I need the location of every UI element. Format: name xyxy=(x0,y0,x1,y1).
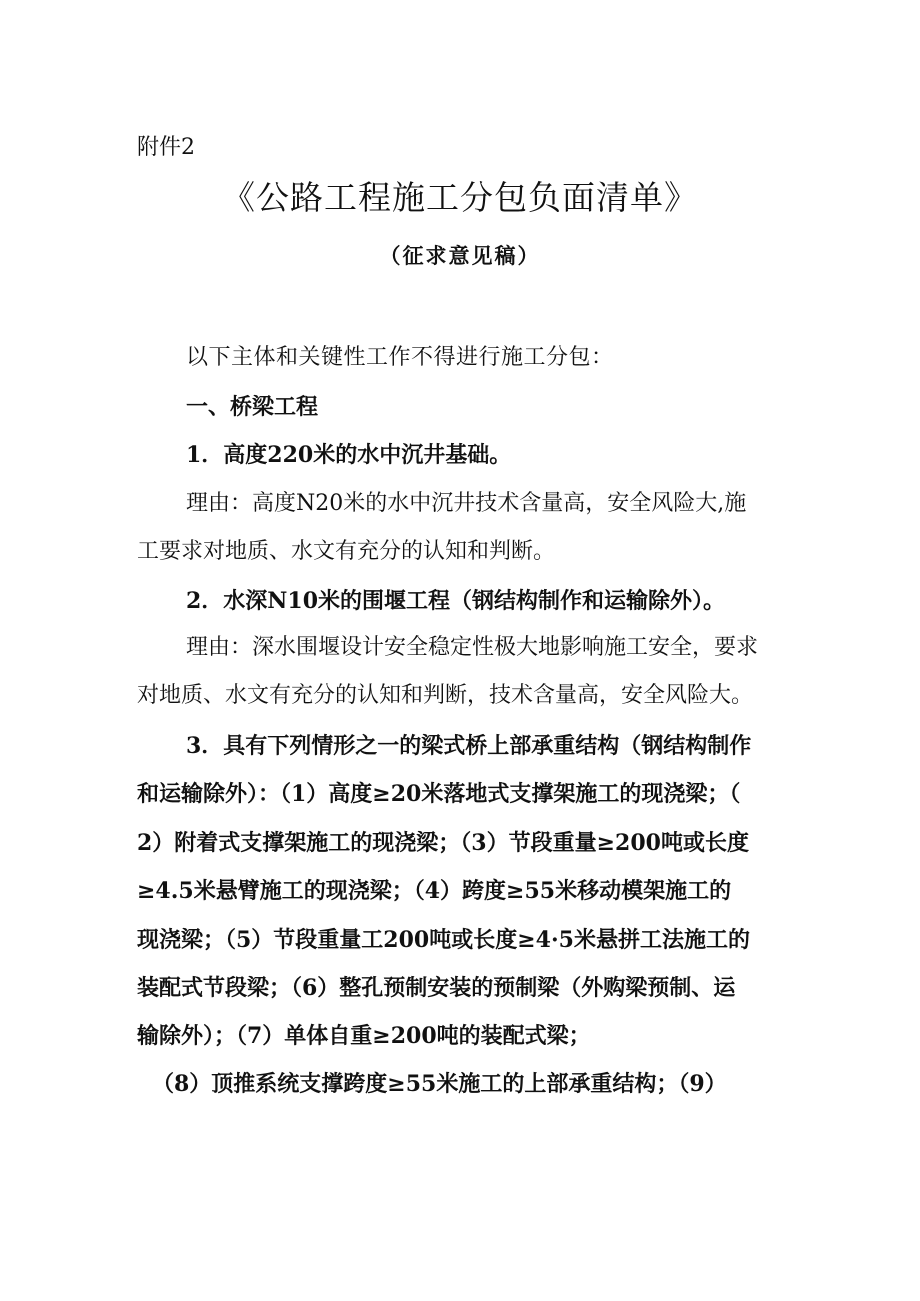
item-2-reason-line-1: 理由：深水围堰设计安全稳定性极大地影响施工安全，要求 xyxy=(186,635,759,660)
item-1-reason-line-1: 理由：高度N20米的水中沉井技术含量高，安全风险大,施 xyxy=(186,491,747,516)
item-3-line-6: 装配式节段梁；（6）整孔预制安装的预制梁（外购梁预制、运 xyxy=(137,975,736,1001)
section-heading-bridge: 一、桥梁工程 xyxy=(186,394,319,420)
item-3-line-1: 3．具有下列情形之一的梁式桥上部承重结构（钢结构制作 xyxy=(186,733,752,759)
document-title: 《公路工程施工分包负面清单》 xyxy=(222,178,698,217)
item-2-reason-line-2: 对地质、水文有充分的认知和判断，技术含量高，安全风险大。 xyxy=(137,683,754,708)
item-1: 1．高度220米的水中沉井基础。 xyxy=(186,442,512,468)
item-3-line-7: 输除外）；（7）单体自重≥200吨的装配式梁； xyxy=(137,1023,591,1049)
item-3-line-2: 和运输除外）：（1）高度≥20米落地式支撑架施工的现浇梁；（ xyxy=(137,781,741,807)
item-3-line-4: ≥4.5米悬臂施工的现浇梁；（4）跨度≥55米移动模架施工的 xyxy=(137,878,732,904)
attachment-label: 附件2 xyxy=(137,135,195,160)
document-subtitle: （征求意见稿） xyxy=(379,243,541,268)
item-3-line-3: 2）附着式支撑架施工的现浇梁；（3）节段重量≥200吨或长度 xyxy=(137,830,749,856)
item-3-line-5: 现浇梁；（5）节段重量工200吨或长度≥4·5米悬拼工法施工的 xyxy=(137,927,750,953)
item-1-reason-line-2: 工要求对地质、水文有充分的认知和判断。 xyxy=(137,539,556,564)
item-3-line-8: （8）顶推系统支撑跨度≥55米施工的上部承重结构；（9） xyxy=(152,1071,727,1097)
intro-paragraph: 以下主体和关键性工作不得进行施工分包： xyxy=(186,345,614,370)
item-2: 2．水深N10米的围堰工程（钢结构制作和运输除外）。 xyxy=(186,588,726,614)
